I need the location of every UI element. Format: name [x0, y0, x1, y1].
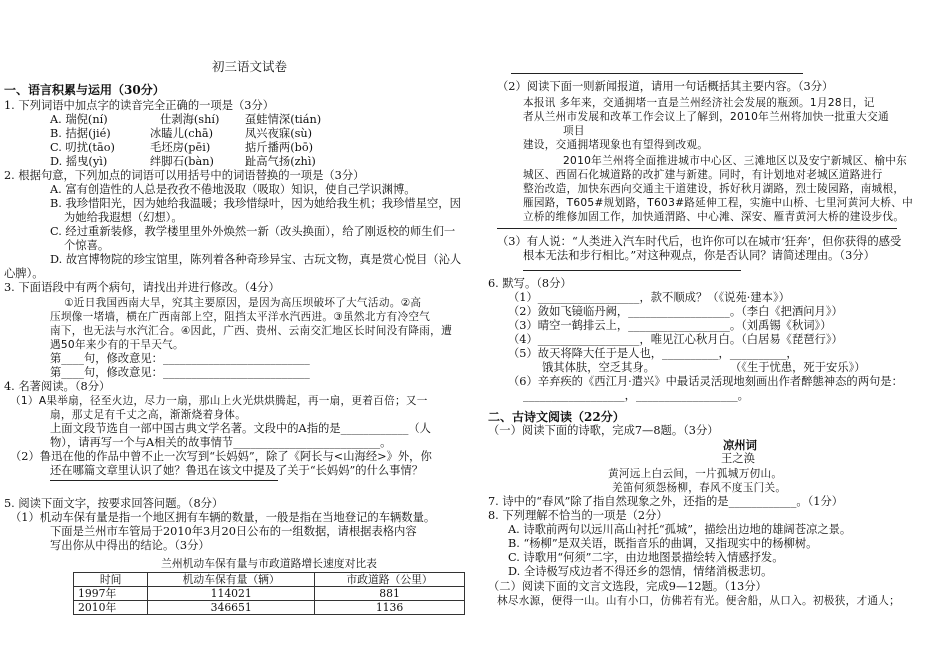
- left-text-line: （2）鲁迅在他的作品中曾不止一次写到“长妈妈”，除了《阿长与<山海经>》外，你: [10, 450, 432, 463]
- left-text-line: 掂斤播两(bō): [245, 141, 314, 154]
- left-text-line: 绊脚石(bàn): [150, 155, 214, 168]
- right-text-line: （1）__________________，款不顺成？（《说苑·建本》）: [508, 291, 790, 304]
- right-text-line: 雁园路，T605#规划路，T603#路延伸工程，实施中山桥、七里河黄河大桥、中: [523, 197, 914, 209]
- left-text-line: B. 拮据(jié): [50, 127, 111, 140]
- left-text-line: ①近日我国西南大旱，究其主要原因，是因为高压坝破坏了大气活动。②高: [64, 297, 422, 309]
- table-caption: 兰州机动车保有量与市政道路增长速度对比表: [161, 557, 377, 570]
- left-text-line: C. 叨扰(tāo): [50, 141, 115, 154]
- left-text-line: 下面是兰州市车管局于2010年3月20日公布的一组数据，请根据表格内容: [50, 525, 417, 538]
- left-text-line: 上面文段节选自一部中国古典文学名著。文段中的A指的是____________（人: [50, 422, 431, 435]
- left-text-line: 2. 根据句意，下列加点的词语可以用括号中的词语替换的一项是（3分）: [4, 169, 365, 182]
- right-text-line: （二）阅读下面的文言文选段，完成9—12题。（13分）: [488, 580, 767, 593]
- left-text-line: 第____句，修改意见：__________________________: [50, 366, 310, 379]
- table-cell: 1136: [315, 601, 465, 615]
- left-text-line: 压坝像一堵墙，横在广西南部上空，阻挡太平洋水汽西进。③虽然北方有冷空气: [50, 311, 431, 323]
- table-row: [74, 587, 465, 601]
- answer-line-5-2: [497, 228, 897, 229]
- right-text-line: 城区、西固石化城道路的改扩建与新建。同时，有计划地对老城区道路进行: [523, 169, 883, 181]
- left-text-line: 遇50年来少有的干旱天气。: [50, 339, 184, 351]
- left-text-line: 1. 下列词语中加点字的读音完全正确的一项是（3分）: [4, 99, 275, 112]
- table-header-cell: 市政道路（公里）: [315, 573, 465, 587]
- left-text-line: 扇，那丈足有千丈之高，渐渐烧着身体。: [50, 409, 247, 421]
- right-text-line: 本报讯 多年来，交通拥堵一直是兰州经济社会发展的瓶颈。1月28日，记: [523, 97, 875, 109]
- right-text-line: 根本无法和步行相比。”对这种观点，你是否认同？请简述理由。（3分）: [523, 249, 875, 262]
- left-text-line: 凤兴夜寐(sù): [245, 127, 313, 140]
- right-text-line: （5）故天将降大任于是人也，__________，__________，: [508, 347, 798, 360]
- left-text-line: A. 瑞倪(ní): [50, 113, 108, 126]
- left-text-line: 物），请再写一个与A相关的故事情节__________________________。: [50, 436, 392, 449]
- table-cell: 1997年: [74, 587, 148, 601]
- right-text-line: 凉州词: [723, 438, 757, 452]
- right-text-line: （3）晴空一鹤排云上，__________________。（刘禹锡《秋词》）: [508, 319, 832, 332]
- left-text-line: 虿蛙情深(tián): [245, 113, 322, 126]
- right-text-line: 羌笛何须怨杨柳，春风不度玉门关。: [612, 482, 787, 494]
- left-text-line: 个惊喜。: [64, 239, 110, 252]
- answer-line-5-3: [523, 270, 741, 271]
- left-text-line: 仕剥海(shí): [160, 113, 220, 126]
- left-text-line: 心脾）。: [4, 267, 44, 280]
- left-text-line: D. 摇曳(yì): [50, 155, 108, 168]
- answer-line-4-2: [50, 480, 278, 481]
- left-text-line: （1）机动车保有量是指一个地区拥有车辆的数量，一般是指在当地登记的车辆数量。: [10, 511, 436, 524]
- right-text-line: D. 全诗极写戍边者不得还乡的怨情，情绪消极悲切。: [508, 565, 773, 578]
- right-text-line: 林尽水源，便得一山。山有小口，仿佛若有光。便舍船，从口入。初极狭，才通人；: [497, 595, 901, 607]
- table-header-cell: 机动车保有量（辆）: [148, 573, 315, 587]
- right-text-line: 建设，交通拥堵现象也有望得到改观。: [523, 139, 709, 151]
- right-text-line: 黄河远上白云间，一片孤城万仞山。: [608, 468, 783, 480]
- table-cell: 881: [315, 587, 465, 601]
- left-text-line: 5. 阅读下面文字，按要求回答问题。（8分）: [4, 497, 224, 510]
- left-text-line: 毛坯房(pēi): [150, 141, 211, 154]
- right-text-line: 王之涣: [721, 452, 755, 465]
- left-text-line: 还在哪篇文章里认识了她？鲁迅在该文中提及了关于“长妈妈”的什么事情？: [50, 464, 424, 477]
- right-text-line: 立桥的维修加固工作，加快通渭路、中心滩、深安、雁青黄河大桥的建设步伐。: [523, 211, 905, 223]
- table-cell: 114021: [148, 587, 315, 601]
- right-text-line: （4）__________________，唯见江心秋月白。（白居易《琵琶行》）: [508, 333, 843, 346]
- left-text-line: 一、语言积累与运用（30分）: [4, 83, 165, 97]
- right-text-line: 7. 诗中的“春风”除了指自然现象之外，还指的是____________。（1分）: [488, 495, 844, 508]
- right-text-line: （3）有人说：“人类进入汽车时代后，也许你可以在城市‘狂奔’，但你获得的感受: [497, 235, 902, 248]
- right-text-line: B. “杨柳”是双关语，既指音乐的曲调，又指现实中的杨柳树。: [508, 537, 818, 550]
- vehicle-road-table: [73, 556, 465, 615]
- left-text-line: 4. 名著阅读。（8分）: [4, 380, 111, 393]
- right-text-line: （6）辛弃疾的《西江月·遣兴》中最话灵活现地刻画出作者醉態神态的两句是：: [508, 375, 903, 388]
- right-text-line: 2010年兰州将全面推进城市中心区、三滩地区以及安宁新城区、榆中东: [563, 155, 908, 167]
- table-header-cell: 时间: [74, 573, 148, 587]
- exam-title: 初三语文试卷: [212, 59, 288, 74]
- left-text-line: 第____句，修改意见：__________________________: [50, 352, 310, 365]
- left-text-line: C. 经过重新装修，教学楼里里外外焕然一新（改头换面），给了刚返校的师生们一: [50, 225, 456, 238]
- right-text-line: 饿其体肤，空乏其身。: [542, 361, 655, 374]
- right-text-line: （2）敛如飞镜临丹阙，__________________。（李白《把酒问月》）: [508, 305, 843, 318]
- table-cell: 2010年: [74, 601, 148, 615]
- table-row: [74, 601, 465, 615]
- left-text-line: D. 故宫博物院的珍宝馆里，陈列着各种奇珍异宝、古玩文物，真是赏心悦目（沁人: [50, 253, 462, 266]
- left-text-line: 趾高气扬(zhì): [245, 155, 316, 168]
- table-cell: 346651: [148, 601, 315, 615]
- left-text-line: （1）A果举扇，径至火边，尽力一扇，那山上火光烘烘腾起，再一扇，更着百倍；又一: [10, 395, 428, 407]
- right-text-line: 者从兰州市发展和改革工作会议上了解到，2010年兰州将加快一批重大交通: [523, 111, 889, 123]
- right-text-line: （一）阅读下面的诗歌，完成7—8题。（3分）: [488, 424, 719, 437]
- left-text-line: 南下，也无法与水汽汇合。④因此，广西、贵州、云南交汇地区长时间没有降雨，遭: [50, 325, 452, 337]
- right-text-line: C. 诗歌用“何须”二字，由边地图景描绘转入情感抒发。: [508, 551, 784, 564]
- right-text-line: （《生于忧患，死于安乐》）: [730, 361, 866, 374]
- left-text-line: 冰瞌儿(chā): [150, 127, 214, 140]
- right-text-line: 8. 下列理解不恰当的一项是（2分）: [488, 509, 668, 522]
- right-text-line: 6. 默写。（8分）: [488, 277, 572, 290]
- right-text-line: （2）阅读下面一则新闻报道，请用一句话概括其主要内容。（3分）: [497, 80, 834, 93]
- right-text-line: 整治改造，加快东西向交通主干道建设，拆好秋月湖路，烈士陵园路，南城根，: [523, 183, 905, 195]
- left-text-line: 3. 下面语段中有两个病句，请找出并进行修改。（4分）: [4, 281, 280, 294]
- top-answer-line: [511, 73, 803, 74]
- left-text-line: B. 我珍惜阳光，因为她给我温暖；我珍惜绿叶，因为她给我生机；我珍惜星空，因: [50, 197, 461, 210]
- left-text-line: 为她给我遐想（幻想）。: [64, 211, 183, 224]
- left-text-line: 写出你从中得出的结论。（3分）: [50, 539, 210, 552]
- right-text-line: 二、古诗文阅读（22分）: [488, 410, 625, 424]
- right-text-line: 项目: [563, 125, 585, 137]
- left-text-line: A. 富有创造性的人总是孜孜不倦地汲取（吸取）知识，使自己学识渊博。: [50, 183, 416, 196]
- right-text-line: __________________，__________________。: [523, 389, 749, 402]
- right-text-line: A. 诗歌前两句以远川高山衬托“孤城”，描绘出边地的雄阔苍凉之景。: [508, 523, 852, 536]
